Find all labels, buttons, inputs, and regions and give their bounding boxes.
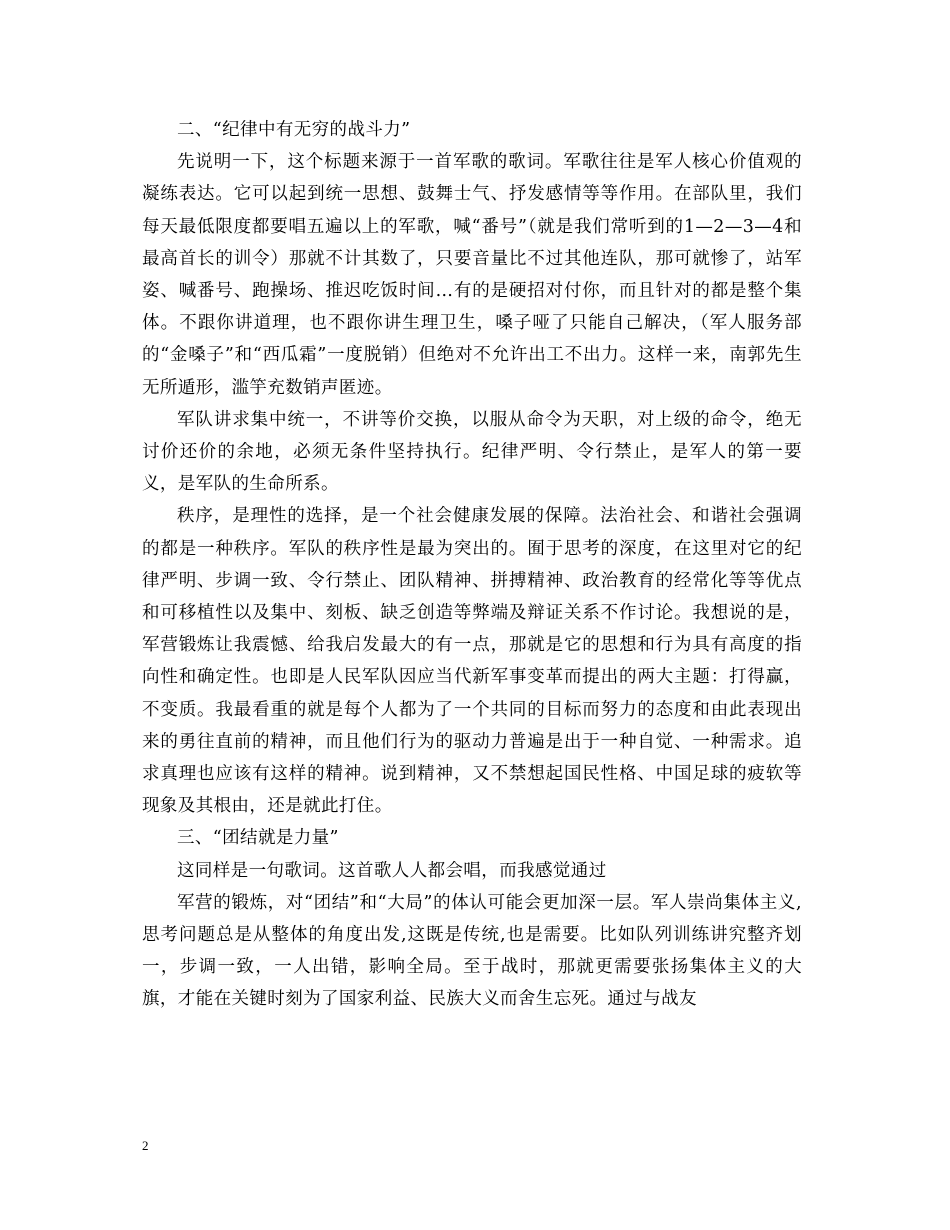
body-paragraph: 军队讲求集中统一，不讲等价交换，以服从命令为天职，对上级的命令，绝无讨价还价的余地，必须无条件坚持执行。纪律严明、令行禁止，是军人的第一要义，是军队的生命所系。 bbox=[142, 409, 802, 495]
body-paragraph: 军营的锻炼，对“团结”和“大局”的体认可能会更加深一层。军人崇尚集体主义,思考问题总是从整体的角度出发,这既是传统,也是需要。比如队列训练讲究整齐划一，步调一致，一人出错，影响全局。至于战时，那就更需要张扬集体主义的大旗，才能在关键时刻为了国家利益、民族大义而舍生忘死。通过与战友 bbox=[142, 892, 802, 1010]
body-paragraph: 这同样是一句歌词。这首歌人人都会唱，而我感觉通过 bbox=[177, 860, 607, 881]
body-paragraph: 秩序，是理性的选择，是一个社会健康发展的保障。法治社会、和谐社会强调的都是一种秩序。军队的秩序性是最为突出的。囿于思考的深度，在这里对它的纪律严明、步调一致、令行禁止、团队精神、拼搏精神、政治教育的经常化等等优点和可移植性以及集中、刻板、缺乏创造等弊端及辩证关系不作讨论。我想说的是，军营锻炼让我震憾、给我启发最大的有一点，那就是它的思想和行为具有高度的指向性和确定性。也即是人民军队因应当代新军事变革而提出的两大主题：打得赢，不变质。我最看重的就是每个人都为了一个共同的目标而努力的态度和由此表现出来的勇往直前的精神，而且他们行为的驱动力普遍是出于一种自觉、一种需求。追求真理也应该有这样的精神。说到精神，又不禁想起国民性格、中国足球的疲软等现象及其根由，还是就此打住。 bbox=[142, 506, 802, 817]
section-heading-discipline: 二、“纪律中有无穷的战斗力” bbox=[177, 120, 411, 140]
section-heading-unity: 三、“团结就是力量” bbox=[177, 828, 339, 849]
page-body bbox=[142, 114, 802, 1016]
body-paragraph: 先说明一下，这个标题来源于一首军歌的歌词。军歌往往是军人核心价值观的凝练表达。它可以起到统一思想、鼓舞士气、抒发感情等等作用。在部队里，我们每天最低限度都要唱五遍以上的军歌，喊“番号”（就是我们常听到的1—2—3—4和最高首长的训令）那就不计其数了，只要音量比不过其他连队，那可就惨了，站军姿、喊番号、跑操场、推迟吃饭时间…有的是硬招对付你，而且针对的都是整个集体。不跟你讲道理，也不跟你讲生理卫生，嗓子哑了只能自己解决，（军人服务部的“金嗓子”和“西瓜霜”一度脱销）但绝对不允许出工不出力。这样一来，南郭先生无所遁形，滥竽充数销声匿迹。 bbox=[142, 152, 802, 398]
page-number: 2 bbox=[142, 1138, 149, 1153]
